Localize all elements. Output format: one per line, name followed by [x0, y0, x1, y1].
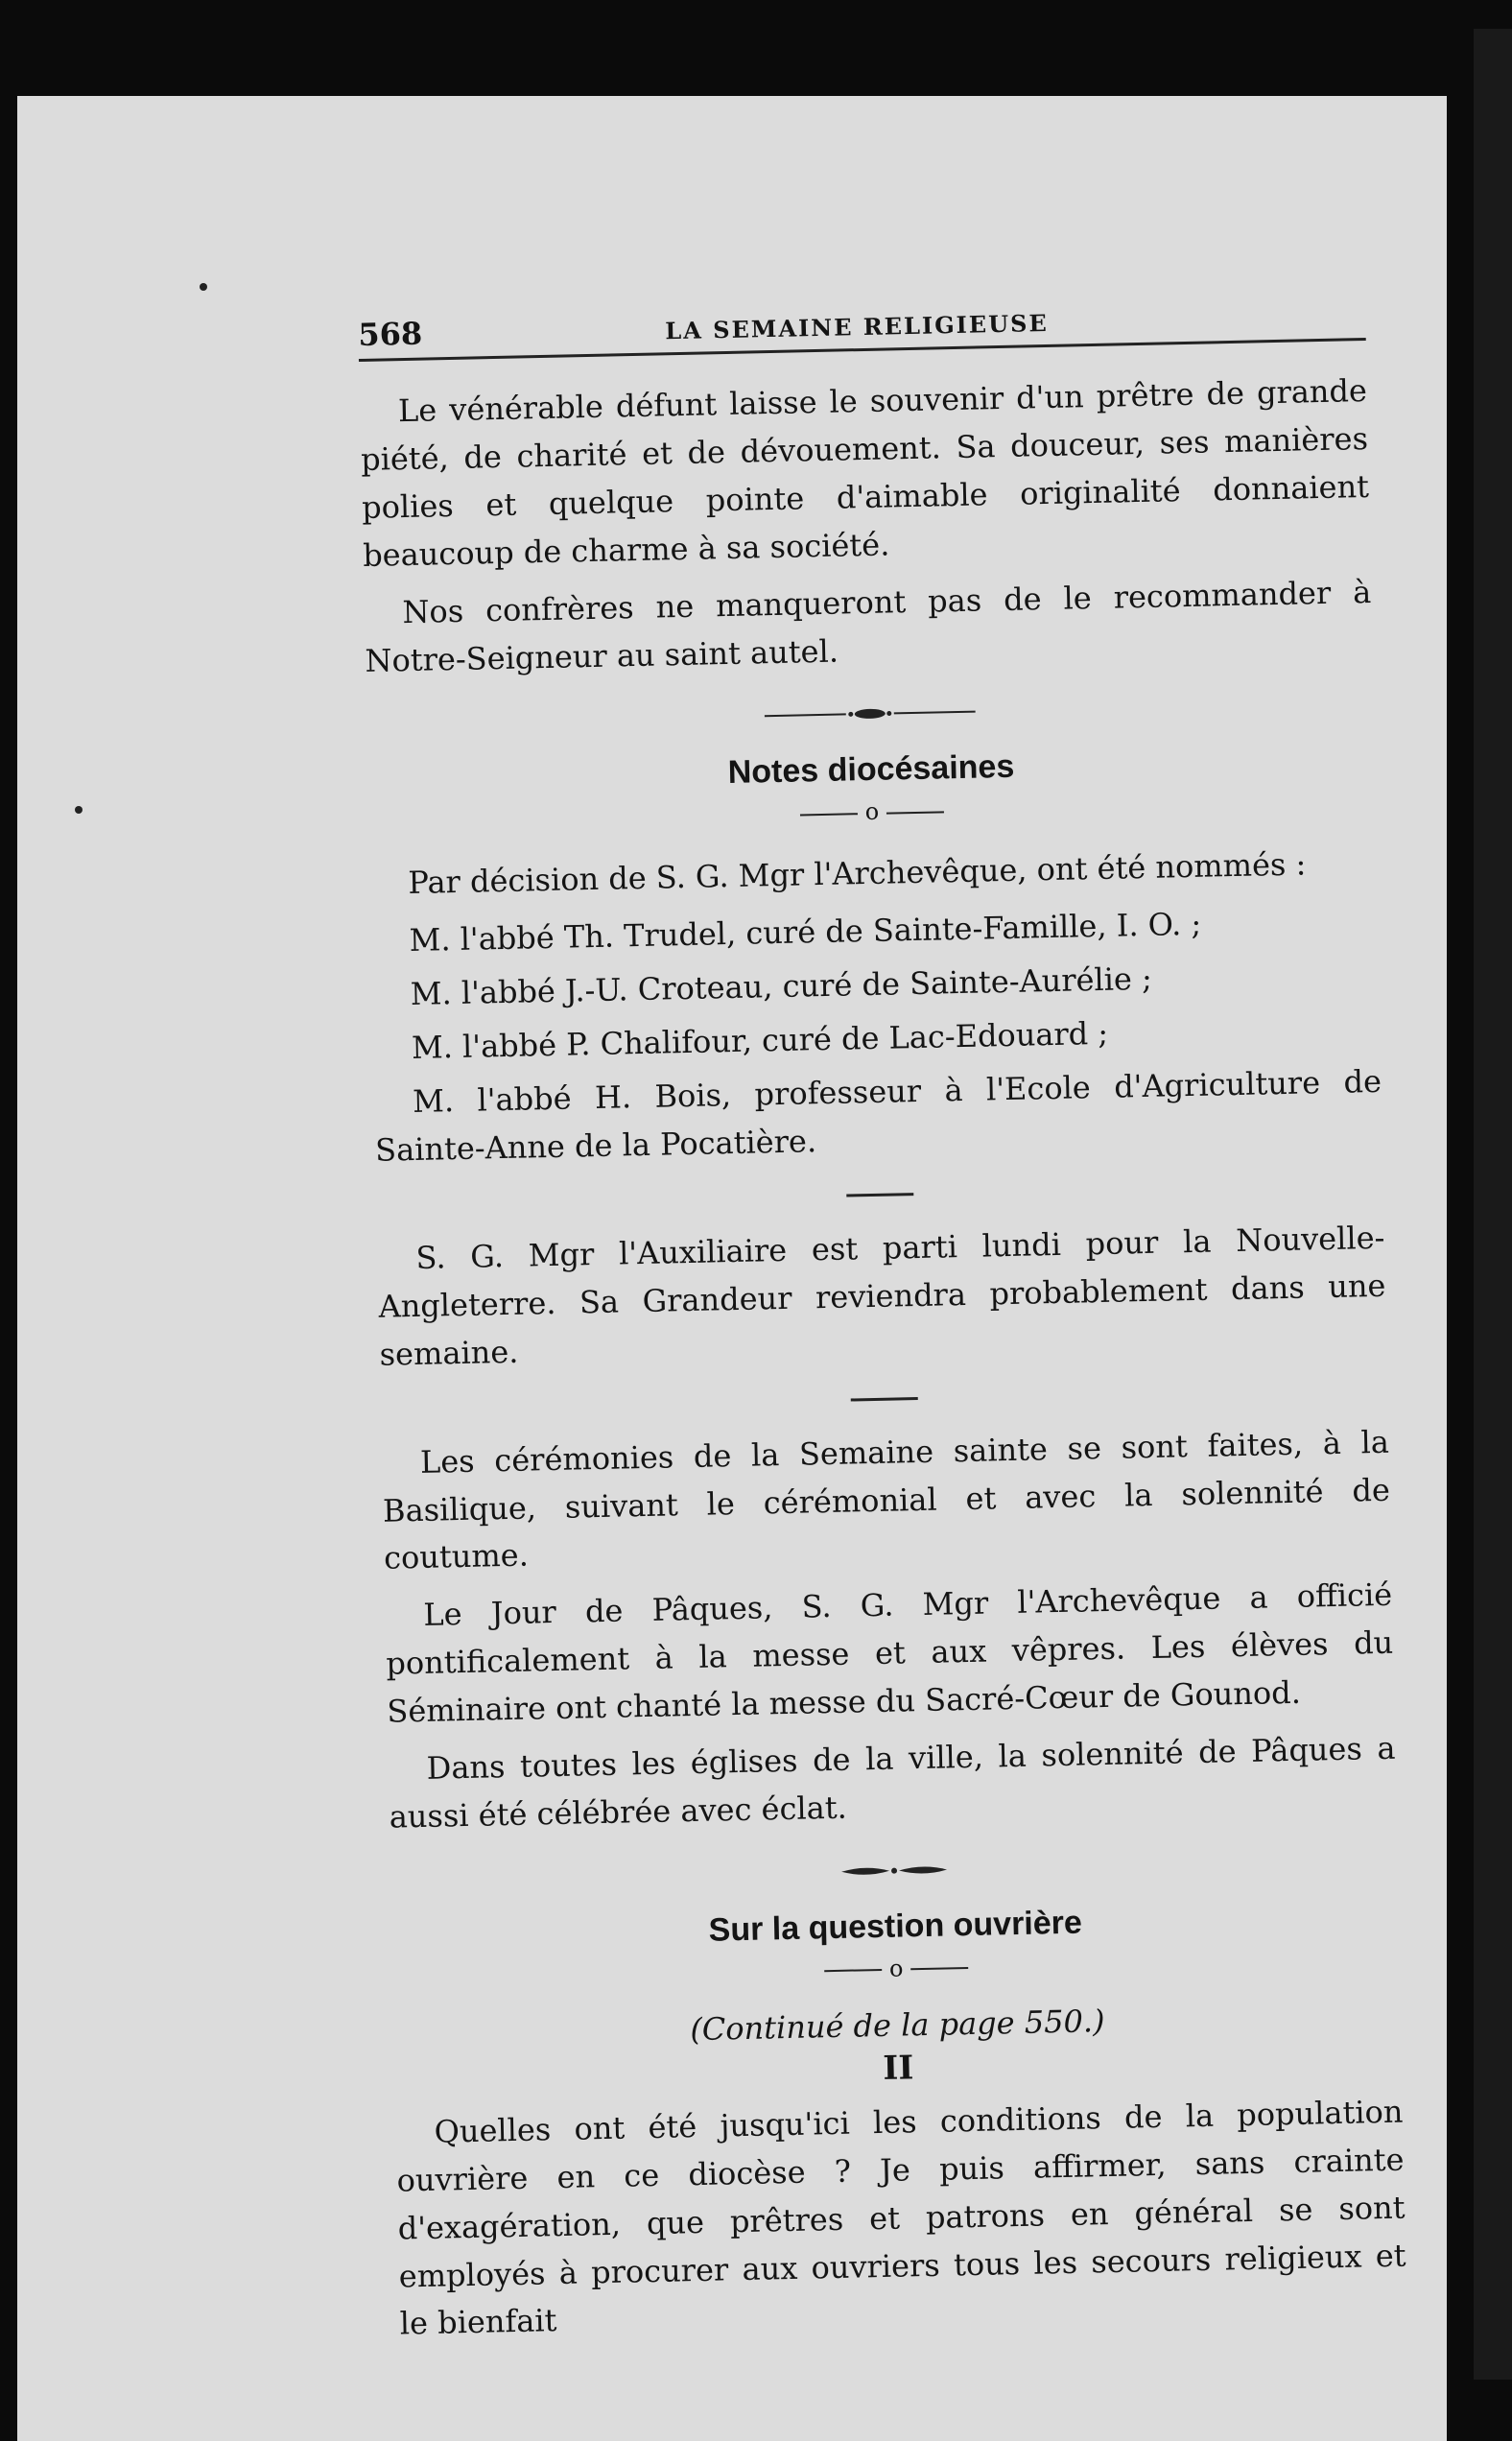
auxiliary-paragraph: S. G. Mgr l'Auxiliaire est parti lundi pour la Nouvelle-Angleterre. Sa Grandeur reviendra probablement dans une semaine. — [378, 1219, 1386, 1373]
short-rule — [846, 1193, 913, 1197]
adjacent-page-edge — [1474, 29, 1512, 2380]
ceremonies-paragraph-1: Les cérémonies de la Semaine sainte se sont faites, à la Basilique, suivant le cérémonial et avec la solennité de coutume. — [382, 1423, 1391, 1577]
continued-note: (Continué de la page 550.) — [689, 2002, 1105, 2048]
page-text-block — [358, 296, 1407, 2358]
appointment-item: M. l'abbé P. Chalifour, curé de Lac-Edouard ; — [411, 1014, 1109, 1067]
short-rule — [851, 1397, 918, 1401]
ceremonies-paragraph-2: Le Jour de Pâques, S. G. Mgr l'Archevêque a officié pontificalement à la messe et aux vêpres. Les élèves du Séminaire ont chanté la messe du Sacré-Cœur de Gounod. — [386, 1576, 1394, 1730]
rule-mark: o — [888, 1955, 904, 1982]
ornament-divider — [366, 691, 1374, 735]
journal-title: LA SEMAINE RELIGIEUSE — [665, 308, 1049, 345]
ornament-divider-icon — [765, 705, 976, 723]
running-head — [358, 296, 1366, 362]
appointment-item: M. l'abbé J.-U. Croteau, curé de Sainte-Aurélie ; — [410, 960, 1153, 1013]
scan-speck — [200, 283, 207, 291]
scanned-page — [17, 96, 1447, 2441]
ornament-divider-icon — [837, 1862, 952, 1879]
ceremonies-paragraph-3: Dans toutes les églises de la ville, la solennité de Pâques a aussi été célébrée avec éclat. — [389, 1729, 1396, 1836]
scan-speck — [75, 806, 83, 814]
intro-paragraph-1: Le vénérable défunt laisse le souvenir d'un prêtre de grande piété, de charité et de dévouement. Sa douceur, ses manières polies et quelque pointe d'aimable originalité donnaient beaucoup de charme à sa société. — [360, 371, 1370, 574]
rule-mark: o — [864, 798, 880, 826]
ornament-divider — [390, 1847, 1398, 1891]
page-number: 568 — [358, 315, 423, 353]
section-number: II — [883, 2049, 914, 2088]
notes-title: Notes diocésaines — [727, 748, 1015, 792]
appointment-item: M. l'abbé H. Bois, professeur à l'Ecole d'Agriculture de Sainte-Anne de la Pocatière. — [374, 1062, 1382, 1169]
question-title: Sur la question ouvrière — [708, 1904, 1083, 1949]
question-paragraph: Quelles ont été jusqu'ici les conditions de la population ouvrière en ce diocèse ? Je puis affirmer, sans crainte d'exagération, que prêtres et patrons en général se sont employés à procurer aux ouvriers tous les secours religieux et le bienfait — [396, 2093, 1406, 2343]
appointments-lead: Par décision de S. G. Mgr l'Archevêque, ont été nommés : — [407, 845, 1307, 902]
intro-paragraph-2: Nos confrères ne manqueront pas de le recommander à Notre-Seigneur au saint autel. — [365, 573, 1372, 679]
appointment-item: M. l'abbé Th. Trudel, curé de Sainte-Famille, I. O. ; — [409, 906, 1202, 960]
